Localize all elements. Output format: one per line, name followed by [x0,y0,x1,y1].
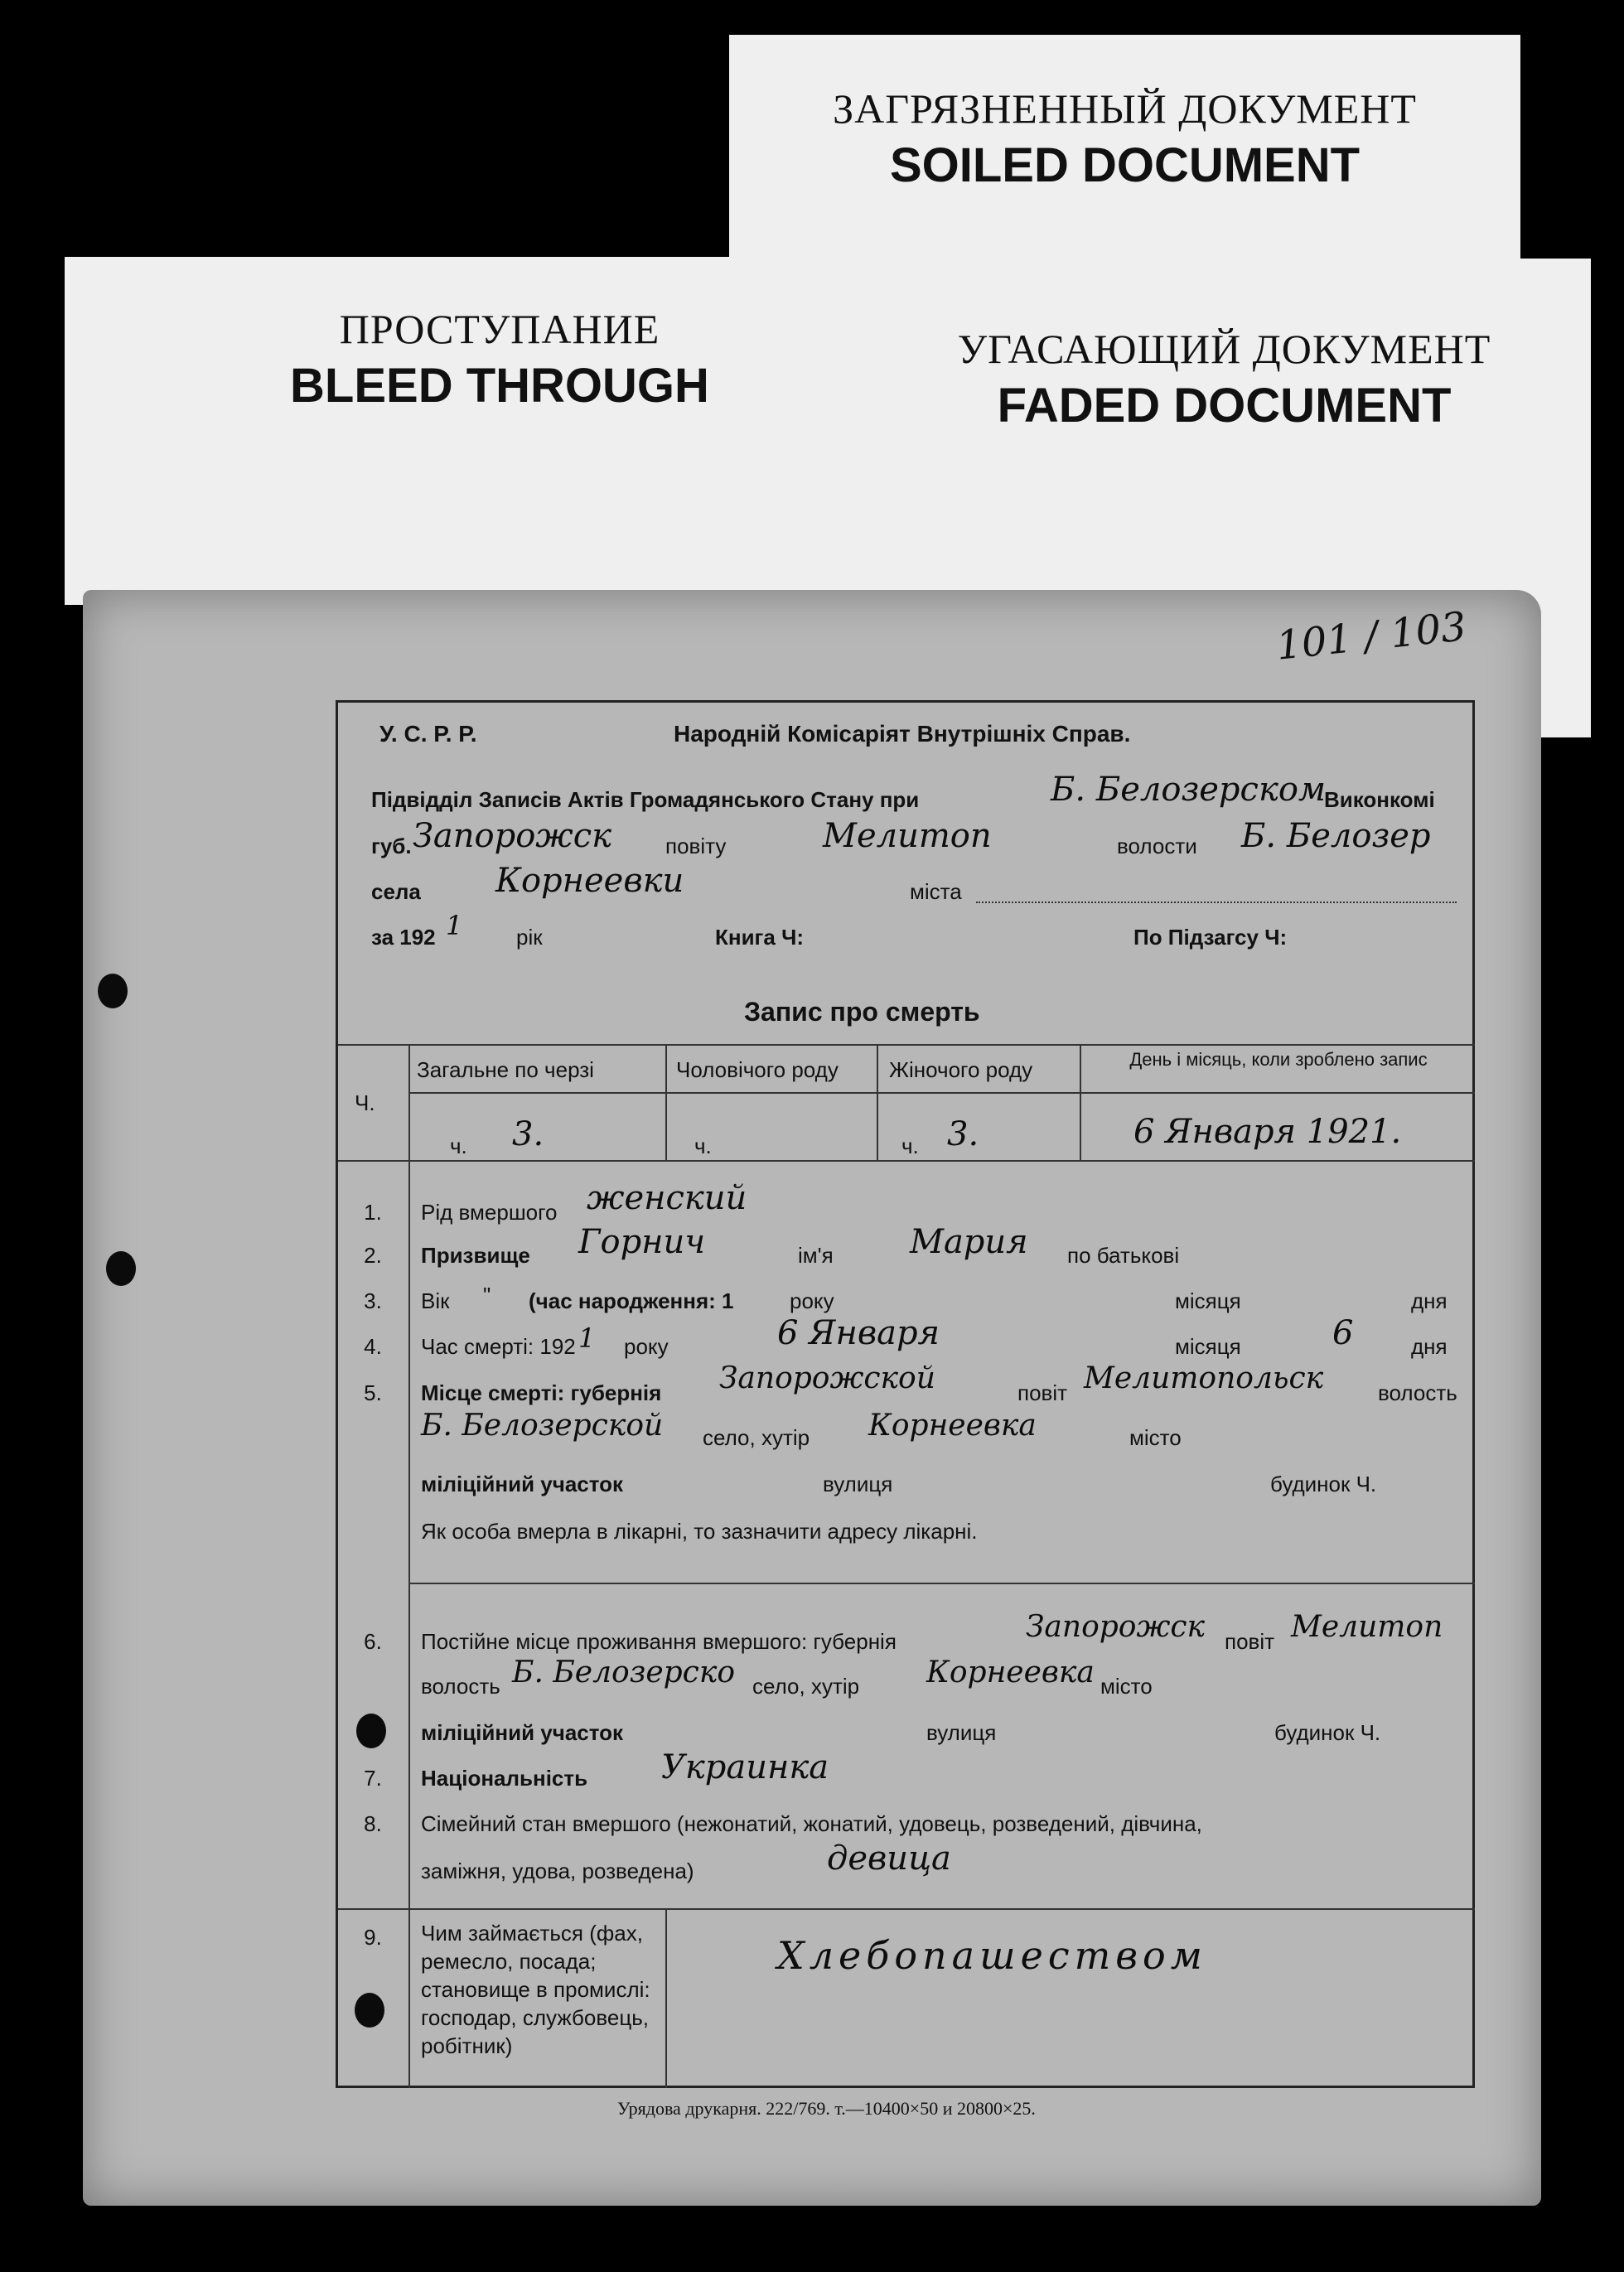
table-col-female: Жіночого роду [889,1057,1033,1082]
death-month-handwritten: 6 Января [777,1314,940,1352]
town-label: міста [910,879,962,904]
volost-handwritten: Б. Белозер [1241,817,1431,855]
row-number: 6. [364,1629,382,1654]
patronymic-label: по батькові [1067,1243,1180,1268]
birth-year-label: року [790,1288,834,1313]
surname-handwritten: Горнич [578,1223,706,1261]
death-record-form [336,700,1475,2088]
year-handwritten: 1 [446,910,463,941]
age-label: Вік [421,1288,450,1313]
row-number: 5. [364,1380,382,1405]
female-ch-prefix: ч. [901,1134,919,1158]
house-label: будинок Ч. [1270,1472,1377,1496]
occupation-handwritten: Хлебопашеством [777,1933,1207,1978]
row-number: 3. [364,1288,382,1313]
nationality-handwritten: Украинка [661,1748,829,1786]
death-povit-handwritten: Мелитопольск [1084,1361,1324,1395]
ussr-header: У. С. Р. Р. [379,721,477,747]
povit-label: повіту [665,834,727,858]
archive-page-number: 101 / 103 [1274,603,1469,670]
soiled-label-ru: ЗАГРЯЗНЕННЫЙ ДОКУМЕНТ [833,85,1417,132]
subdivision-handwritten: Б. Белозерском [1051,771,1327,809]
residence-povit-label: повіт [1225,1629,1275,1654]
sub-registry-label: По Підзагсу Ч: [1133,925,1288,950]
death-village-handwritten: Корнеевка [868,1409,1037,1443]
residence-povit-handwritten: Мелитоп [1291,1610,1443,1644]
police-district-label: міліційний участок [421,1472,624,1496]
age-handwritten: " [483,1283,491,1308]
rik-label: рік [516,925,543,950]
female-value: 3. [947,1115,979,1153]
gender-handwritten: женский [587,1179,747,1217]
death-town-label: місто [1129,1425,1182,1450]
gub-label: губ. [371,834,412,858]
male-ch-prefix: ч. [694,1134,712,1158]
death-time-label: Час смерті: 192 [421,1334,576,1359]
volost-label: волости [1117,834,1197,858]
surname-label: Призвище [421,1243,530,1268]
ministry-header: Народній Комісаріят Внутрішніх Справ. [674,721,1131,747]
residence-town-label: місто [1100,1674,1153,1699]
death-place-label: Місце смерті: губернія [421,1380,662,1405]
residence-police-label: міліційний участок [421,1720,624,1745]
death-month-label: місяця [1175,1334,1241,1359]
bleed-label-en: BLEED THROUGH [290,359,709,413]
death-day-label: дня [1411,1334,1448,1359]
street-label: вулиця [823,1472,893,1496]
death-year-label: року [624,1334,669,1359]
row-number: 8. [364,1811,382,1836]
village-handwritten: Корнеевки [495,862,684,900]
general-value: 3. [512,1115,544,1153]
hospital-label: Як особа вмерла в лікарні, то зазначити адресу лікарні. [421,1519,978,1544]
death-povit-label: повіт [1017,1380,1068,1405]
soiled-label-en: SOILED DOCUMENT [889,138,1361,192]
year-label: за 192 [371,925,436,950]
birth-label: (час народження: 1 [529,1288,734,1313]
death-volost-handwritten: Б. Белозерской [421,1409,664,1443]
residence-gub-handwritten: Запорожск [1026,1610,1206,1644]
bleed-through-label [65,257,935,605]
gub-handwritten: Запорожск [413,817,612,855]
row-number: 4. [364,1334,382,1359]
death-year-handwritten: 1 [578,1322,596,1354]
printer-footer: Урядова друкарня. 222/769. т.—10400×50 и 20800×25. [617,2098,1036,2119]
birth-month-label: місяця [1175,1288,1241,1313]
record-date-value: 6 Января 1921. [1133,1113,1402,1151]
punch-hole [98,974,128,1008]
death-village-label: село, хутір [703,1425,810,1450]
povit-handwritten: Мелитоп [823,817,992,855]
name-handwritten: Мария [910,1223,1028,1261]
residence-house-label: будинок Ч. [1274,1720,1381,1745]
residence-label: Постійне місце проживання вмершого: губернія [421,1629,897,1654]
book-label: Книга Ч: [715,925,804,950]
marital-status-handwritten: девица [827,1839,951,1878]
row-number: 2. [364,1243,382,1268]
occupation-label: Чим займається (фах, ремесло, посада; становище в промислі: господар, службовець, робітник) [421,1921,650,2058]
nationality-label: Національність [421,1766,588,1791]
name-label: ім'я [798,1243,834,1268]
gender-label: Рід вмершого [421,1200,558,1225]
marital-status-label: Сімейний стан вмершого (нежонатий, жонатий, удовець, розведений, дівчина, [421,1811,1202,1836]
faded-label-ru: УГАСАЮЩИЙ ДОКУМЕНТ [957,326,1491,372]
soiled-document-label [729,35,1520,283]
table-col-date: День і місяць, коли зроблено запис [1129,1049,1428,1070]
birth-day-label: дня [1411,1288,1448,1313]
death-day-handwritten: 6 [1332,1314,1354,1352]
residence-volost-label: волость [421,1674,500,1699]
bleed-label-ru: ПРОСТУПАНИЕ [339,306,660,352]
marital-status-label-2: заміжня, удова, розведена) [421,1859,694,1883]
village-label: села [371,879,421,904]
residence-village-handwritten: Корнеевка [926,1656,1095,1689]
general-ch-prefix: ч. [450,1134,467,1158]
form-title: Запис про смерть [744,997,980,1027]
table-col-general: Загальне по черзі [417,1057,594,1082]
row-number: 9. [364,1925,382,1950]
row-number: 1. [364,1200,382,1225]
row-number: 7. [364,1766,382,1791]
subdivision-label: Підвідділ Записів Актів Громадянського Стану при [371,787,920,812]
table-col-male: Чоловічого роду [676,1057,839,1082]
punch-hole [106,1251,136,1286]
executive-label: Виконкомі [1324,787,1435,812]
residence-volost-handwritten: Б. Белозерско [512,1656,736,1689]
faded-label-en: FADED DOCUMENT [997,379,1452,433]
death-gub-handwritten: Запорожской [719,1361,935,1395]
residence-village-label: село, хутір [752,1674,860,1699]
death-volost-label: волость [1378,1380,1457,1405]
residence-street-label: вулиця [926,1720,997,1745]
table-col-number: Ч. [355,1090,375,1115]
